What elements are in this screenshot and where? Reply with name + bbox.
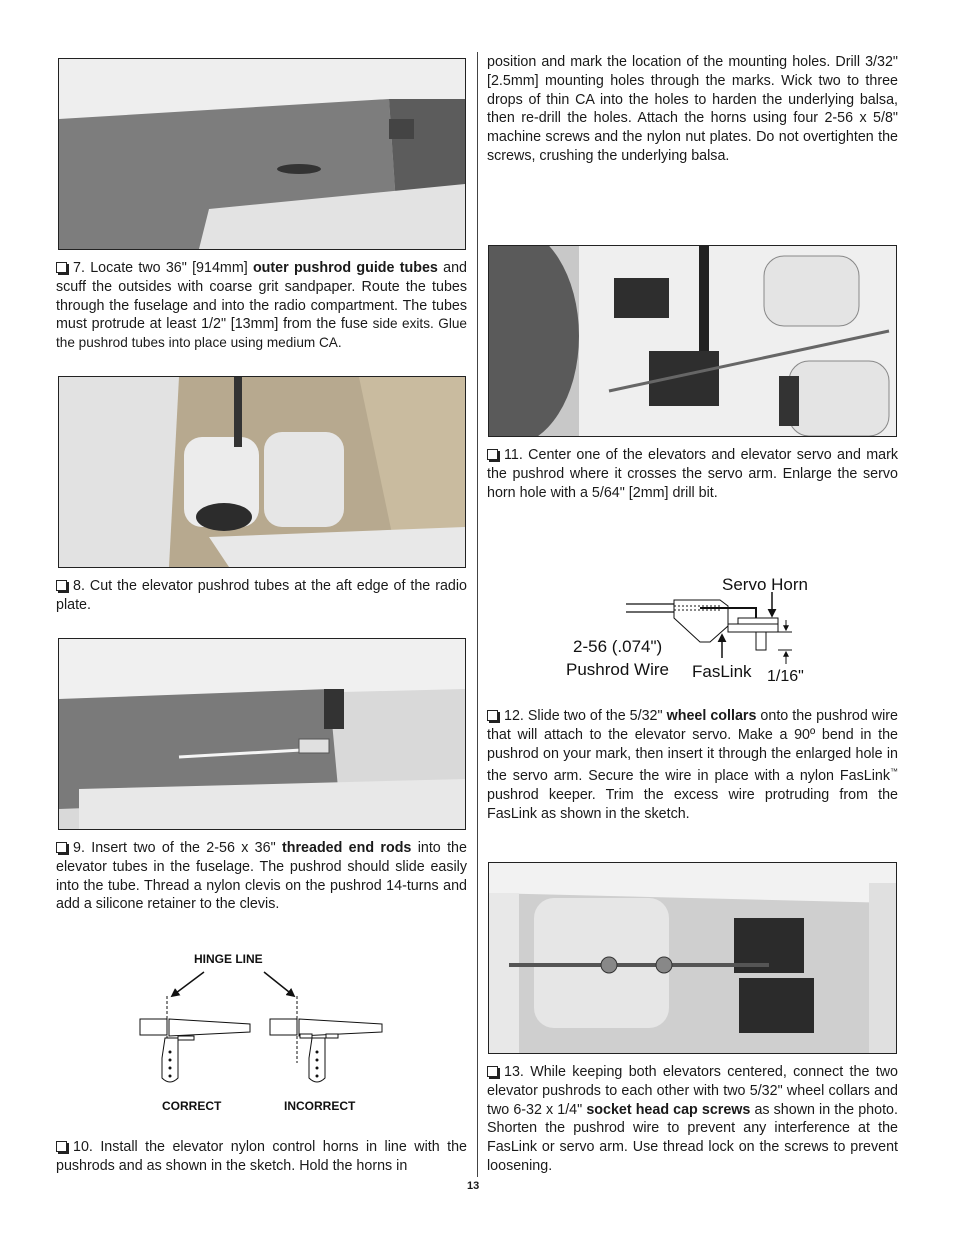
- step-10-text: 10. Install the elevator nylon control horns in line with the pushrods and as shown in the sketch. Hold the horns in: [56, 1139, 467, 1174]
- step-7-text: 7. Locate two 36" [914mm] outer pushrod guide tubes and scuff the outsides with coarse grit sandpaper. Route the tubes through the fuselage and into the radio compartment. The tubes must protrude at least 1/2" [13mm] from the fuse side exits. Glue the pushrod tubes into place using medium CA.: [56, 260, 467, 351]
- checkbox-icon[interactable]: [487, 1066, 498, 1077]
- checkbox-icon[interactable]: [487, 710, 498, 721]
- incorrect-label: INCORRECT: [284, 1099, 356, 1113]
- step-11-text: 11. Center one of the elevators and elevator servo and mark the pushrod where it crosses the servo arm. Enlarge the servo horn hole with a 5/64" [2mm] drill bit.: [487, 447, 899, 501]
- hinge-diagram: [130, 968, 400, 1108]
- checkbox-icon[interactable]: [56, 842, 67, 853]
- step-9-text: 9. Insert two of the 2-56 x 36" threaded end rods into the elevator tubes in the fuselage. The pushrod should slide easily into the tube. Thread a nylon clevis on the pushrod 14-turns and add a silicone retainer to the clevis.: [56, 840, 467, 913]
- step-13-text: 13. While keeping both elevators centered, connect the two elevator pushrods to each other with two 5/32" wheel collars and two 6-32 x 1/4" socket head cap screws as shown in the photo. Shorten the pushrod wire to prevent any interference at the FasLink or servo arm. Use thread lock on the screws to prevent loosening.: [487, 1064, 898, 1174]
- photo-servo-pushrod-mark: [488, 245, 897, 437]
- photo-radio-compartment-tubes: [58, 376, 466, 568]
- correct-label: CORRECT: [162, 1099, 222, 1113]
- hinge-line-label: HINGE LINE: [194, 952, 263, 966]
- page-number: 13: [467, 1180, 480, 1192]
- wire-size-label: 2-56 (.074"): [573, 637, 663, 656]
- checkbox-icon[interactable]: [56, 580, 67, 591]
- photo-tail-pushrod-exit: [58, 58, 466, 250]
- step-12-text: 12. Slide two of the 5/32" wheel collars onto the pushrod wire that will attach to the elevator servo. Make a 90º bend in the pushrod on your mark, then insert it through the enlarged hole in the servo arm. Secure the wire in place with a nylon FasLink™ pushrod keeper. Trim the excess wire protruding from the FasLink as shown in the sketch.: [487, 708, 898, 822]
- pushrod-wire-label: Pushrod Wire: [566, 660, 669, 679]
- checkbox-icon[interactable]: [487, 449, 498, 460]
- step-8-text: 8. Cut the elevator pushrod tubes at the aft edge of the radio plate.: [56, 578, 467, 613]
- faslink-sketch: [560, 570, 830, 690]
- checkbox-icon[interactable]: [56, 262, 67, 273]
- hinge-line-sketch: [130, 948, 400, 1118]
- column-divider: [477, 52, 478, 1177]
- servo-horn-label: Servo Horn: [722, 575, 808, 594]
- photo-elevator-pushrod-clevis: [58, 638, 466, 830]
- gap-label: 1/16": [767, 668, 804, 685]
- photo-wheel-collars-servos: [488, 862, 897, 1054]
- faslink-label: FasLink: [692, 662, 752, 681]
- checkbox-icon[interactable]: [56, 1141, 67, 1152]
- step-10-continued-text: position and mark the location of the mounting holes. Drill 3/32" [2.5mm] mounting holes through the marks. Wick two to three drops of thin CA into the holes to harden the underlying balsa, then re-drill the holes. Attach the horns using four 2-56 x 5/8" machine screws and the nylon nut plates. Do not overtighten the screws, crushing the underlying balsa.: [487, 54, 898, 164]
